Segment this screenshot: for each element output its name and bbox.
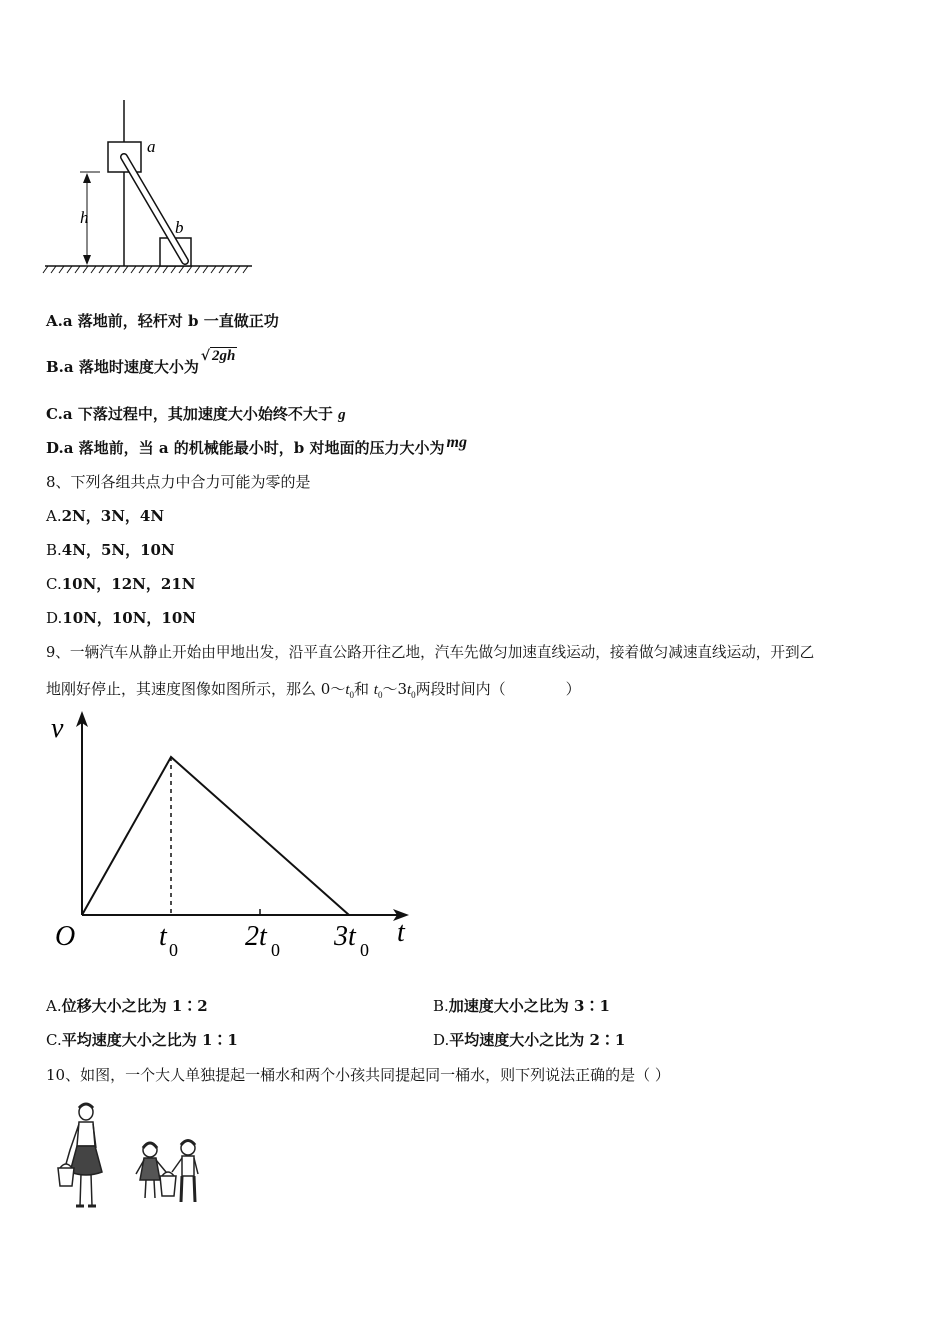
q8-option-b-text: 4N，5N，10N	[61, 541, 175, 559]
q9-option-a-text: 位移大小之比为 1∶2	[61, 997, 208, 1015]
q8-option-d-letter: D.	[46, 609, 63, 627]
q9-tick-2t0-t: 2t	[245, 921, 267, 952]
q9-option-d	[433, 1030, 625, 1050]
q9-y-label: v	[51, 713, 64, 744]
q9-tick-2t0-sub: 0	[271, 940, 280, 960]
q9-option-c-text: 平均速度大小之比为 1∶1	[61, 1031, 238, 1049]
q9-option-b-text: 加速度大小之比为 3∶1	[448, 997, 610, 1015]
q9-stem-part-c: ～3	[382, 680, 407, 698]
q9-origin-label: O	[55, 921, 76, 952]
q8-option-c-letter: C.	[46, 575, 62, 593]
q9-stem-t0-third-sub: 0	[411, 690, 416, 700]
q7-label-b: b	[175, 218, 184, 237]
q9-option-a-letter: A.	[46, 997, 62, 1015]
q10-figure-adult-and-children	[48, 1098, 208, 1213]
q7-option-c-text: C.a 下落过程中，其加速度大小始终不大于	[46, 405, 339, 423]
q8-option-b	[46, 540, 175, 560]
q9-option-a	[46, 996, 208, 1016]
q8-option-c-text: 10N，12N，21N	[61, 575, 196, 593]
q7-option-b-radicand: 2gh	[212, 348, 236, 364]
adult-figure	[58, 1104, 102, 1206]
q9-option-b	[433, 996, 610, 1016]
q9-stem-line1: 9、一辆汽车从静止开始由甲地出发，沿平直公路开往乙地，汽车先做匀加速直线运动，接着做匀减速直线运动，开到乙	[46, 644, 815, 661]
q9-tick-t0-sub: 0	[169, 940, 178, 960]
q9-vt-graph	[45, 705, 420, 970]
q9-stem-part-d: 两段时间内（ ）	[415, 680, 581, 698]
q8-option-a-letter: A.	[46, 507, 62, 525]
q9-vt-curve	[82, 757, 349, 915]
q7-rod-figure	[40, 95, 260, 275]
boy-figure	[172, 1141, 198, 1203]
q8-option-a	[46, 506, 164, 526]
q9-stem-part-b: 和	[354, 680, 374, 698]
q9-tick-t0-t: t	[159, 921, 167, 952]
q7-label-h: h	[80, 208, 89, 227]
q9-stem-t0-first	[345, 682, 354, 698]
q7-option-d	[46, 434, 467, 459]
q8-option-b-letter: B.	[46, 541, 62, 559]
bucket-icon	[160, 1172, 176, 1196]
q7-option-a: A.a 落地前，轻杆对 b 一直做正功	[46, 312, 279, 330]
q9-tick-3t0-sub: 0	[360, 940, 369, 960]
q7-option-b-sqrt: √ 2gh	[200, 348, 236, 364]
q7-option-c-math: g	[338, 407, 346, 423]
q9-stem-line2	[46, 679, 581, 705]
q9-tick-2t0	[245, 921, 280, 960]
q8-option-d-text: 10N，10N，10N	[62, 609, 197, 627]
q7-option-b	[46, 348, 237, 378]
q8-option-d	[46, 608, 196, 628]
q9-tick-t0	[159, 921, 178, 960]
q7-option-d-text: D.a 落地前，当 a 的机械能最小时，b 对地面的压力大小为	[46, 439, 445, 457]
q9-stem-t0-first-sub: 0	[349, 690, 354, 700]
q9-option-b-letter: B.	[433, 997, 449, 1015]
q9-stem-part-a: 地刚好停止，其速度图像如图所示，那么 0～	[46, 680, 346, 698]
q9-tick-3t0	[333, 921, 369, 960]
q9-stem-t0-first-t: t	[345, 682, 350, 698]
q9-option-d-letter: D.	[433, 1031, 450, 1049]
q9-x-label: t	[397, 917, 405, 948]
q9-tick-3t0-t: 3t	[334, 921, 356, 952]
q9-stem-t0-third-t: t	[407, 682, 412, 698]
q9-option-c-letter: C.	[46, 1031, 62, 1049]
q7-option-c	[46, 404, 346, 425]
q7-label-a: a	[147, 137, 156, 156]
q8-stem: 8、下列各组共点力中合力可能为零的是	[46, 473, 311, 491]
q7-option-b-text: B.a 落地时速度大小为	[46, 358, 199, 376]
q9-option-c	[46, 1030, 238, 1050]
q9-stem-t0-second-t: t	[373, 682, 378, 698]
q8-option-c	[46, 574, 195, 594]
q9-stem-t0-second-sub: 0	[377, 690, 383, 700]
q10-stem: 10、如图，一个大人单独提起一桶水和两个小孩共同提起同一桶水，则下列说法正确的是（ ）	[46, 1066, 670, 1084]
q9-option-d-text: 平均速度大小之比为 2∶1	[449, 1031, 626, 1049]
q8-option-a-text: 2N，3N，4N	[61, 507, 165, 525]
q7-option-d-math: mg	[446, 434, 467, 451]
q9-stem-t0-third	[407, 682, 416, 698]
